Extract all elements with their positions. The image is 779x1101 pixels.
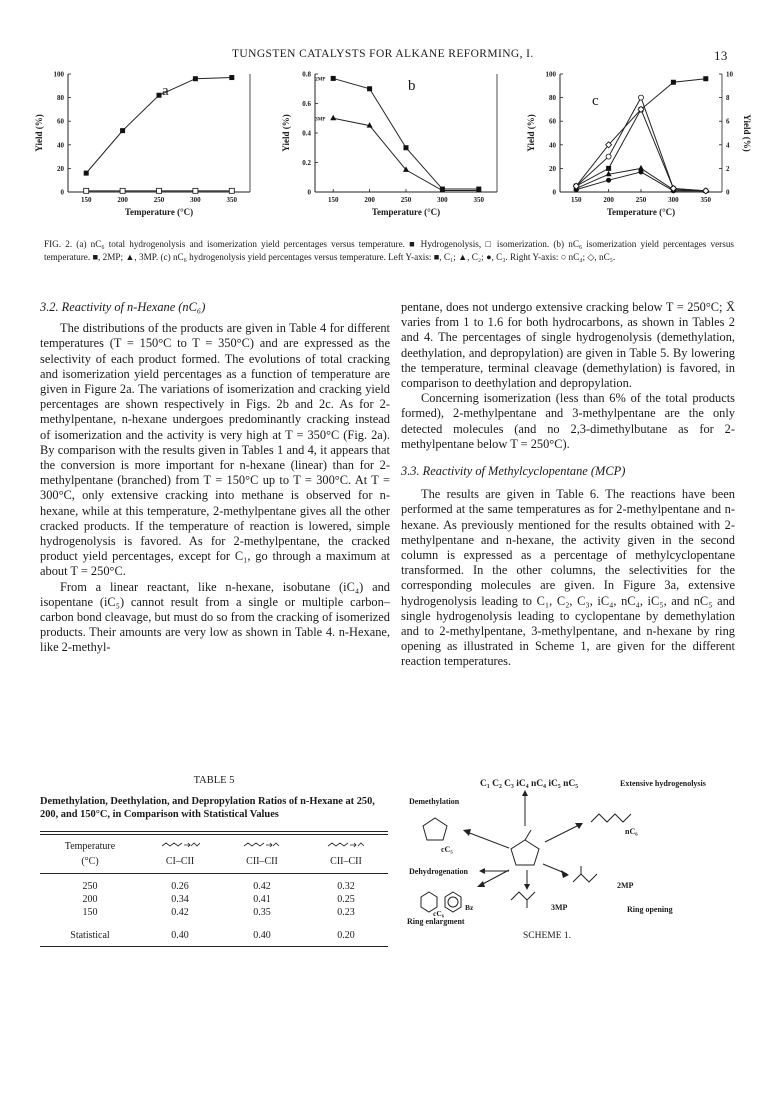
- y-right-tick-label: 0: [726, 188, 730, 197]
- x-tick-label: 200: [603, 196, 614, 204]
- y-right-tick-label: 10: [726, 70, 733, 79]
- scheme-cc6-label: cC₆: [433, 909, 444, 918]
- data-point-C3: [639, 169, 644, 174]
- data-point-C1: [671, 80, 676, 85]
- reaction-glyph-1: [140, 839, 220, 854]
- data-point-Hydrogenolysis: [84, 171, 89, 176]
- y-tick-label: 40: [549, 141, 556, 150]
- y-tick-label: 60: [549, 117, 556, 126]
- scheme-3mp-label: 3MP: [551, 903, 568, 912]
- data-point-isomerization: [229, 188, 234, 193]
- reaction-glyph-3: [304, 839, 388, 854]
- data-point-3MP: [330, 115, 336, 121]
- table-row-statistical: Statistical 0.40 0.40 0.20: [70, 930, 355, 941]
- table-row: 150 0.42 0.35 0.23: [82, 907, 355, 918]
- panel-letter: b: [408, 78, 416, 94]
- section-3-2-paragraph-1: The distributions of the products are given in Table 4 for different temperatures (T = 150°C to T = 350°C) and are expressed as the selectivity of each product formed. The evolutions of total cracking and isomerization yield percentages as a function of temperature are given in Figure 2a. The variations of isomerization and cracking yield percentages are shown respectively in Figs. 2b and 2c. As for 2-methylpentane, n-hexane undergoes predominantly cracking instead of isomerization and the activity is very high at T = 350°C (Fig. 2a). By comparison with the results given in Tables 1 and 4, it appears that the conversion is more important for n-hexane (linear) than for 2-methylpentane (branched) from T = 150°C up to T = 300°C. At T = 300°C, only extensive cracking into methane is observed for n-hexane, while at this temperature, 2-methylpentane gives all the other cracked products. If the temperature of reaction is lowered, simple hydrogenolysis is favored. As for 2-methylpentane, the cracked product yield percentages, except for C₁, go through a maximum at about T = 250°C.: [40, 321, 390, 579]
- table-5-body: [40, 880, 388, 942]
- x-tick-label: 350: [700, 196, 712, 204]
- section-3-3-paragraph-1: The results are given in Table 6. The reactions have been performed at the same temperatures as for 2-methylpentane and n-hexane. As previously mentioned for the results obtained with 2-methylpentane and n-hexane, the activity given in the second column is expressed as a percentage of methylcyclopentane transformed. In the other columns, the selectivities for the corresponding molecules are given. In Figure 3a, extensive hydrogenolysis leading to C₁, C₂, C₃, iC₄, nC₄, iC₅, and nC₅ and single hydrogenolysis leading to cyclopentane by demethylation and to 2-methylpentane, 3-methylpentane, and n-hexane by ring opening as illustrated in Scheme 1, are given for the different reaction temperatures.: [401, 487, 735, 669]
- y-tick-label: 0.2: [302, 159, 311, 167]
- data-point-2MP: [367, 86, 372, 91]
- data-point-isomerization: [120, 188, 125, 193]
- section-3-2-paragraph-2: From a linear reactant, like n-hexane, isobutane (iC₄) and isopentane (iC₅) cannot result from a single or multiple carbon–carbon bond cleavage, but must do so from the cracking of isomerized products. Their amounts are very low as shown in Table 4. n-Hexane, like 2-methyl-: [40, 579, 390, 655]
- y-tick-label: 80: [57, 94, 64, 103]
- data-point-C1: [606, 166, 611, 171]
- x-axis-label: Temperature (°C): [371, 207, 441, 217]
- journal-title: TUNGSTEN CATALYSTS FOR ALKANE REFORMING, I.: [232, 48, 534, 60]
- data-point-C1: [703, 76, 708, 81]
- data-point-isomerization: [84, 188, 89, 193]
- y-tick-label: 0.6: [302, 100, 311, 108]
- y-right-tick-label: 8: [726, 94, 730, 103]
- table-5-title: Demethylation, Deethylation, and Depropylation Ratios of n-Hexane at 250, 200, and 150°C, in Comparison with Statistical Values: [40, 796, 375, 820]
- section-3-2-heading: 3.2. Reactivity of n-Hexane (nC₆): [40, 300, 206, 314]
- cyclopentane-ring: [423, 818, 447, 840]
- series-line-C3: [576, 172, 706, 191]
- series-line-Hydrogenolysis: [86, 78, 232, 174]
- methylcyclopentane-ring: [511, 840, 539, 865]
- data-point-nC5: [703, 188, 709, 194]
- y-axis-label: Yield (%): [34, 114, 44, 152]
- scheme-1: [405, 770, 735, 950]
- x-axis-label: Temperature (°C): [124, 207, 194, 217]
- scheme-demethylation-label: Demethylation: [409, 797, 460, 806]
- data-point-2MP: [331, 76, 336, 81]
- x-axis-label: Temperature (°C): [606, 207, 676, 217]
- data-point-Hydrogenolysis: [157, 93, 162, 98]
- table-row: 250 0.26 0.42 0.32: [82, 881, 355, 892]
- x-tick-label: 350: [473, 196, 485, 204]
- table-5-label: TABLE 5: [193, 775, 235, 786]
- x-tick-label: 250: [635, 196, 647, 204]
- scheme-nc6-label: nC₆: [625, 827, 638, 836]
- x-tick-label: 150: [327, 196, 339, 204]
- n-hexane-structure: [591, 814, 631, 822]
- x-tick-label: 150: [570, 196, 582, 204]
- page-number: 13: [714, 48, 728, 63]
- scheme-extensive-label: Extensive hydrogenolysis: [620, 779, 706, 788]
- data-point-Hydrogenolysis: [193, 76, 198, 81]
- y-right-tick-label: 2: [726, 164, 730, 173]
- section-3-3-heading: 3.3. Reactivity of Methylcyclopentane (MCP): [401, 464, 626, 479]
- y-right-tick-label: 4: [726, 141, 730, 150]
- y-right-axis-label: Yield (%): [742, 114, 752, 152]
- series-label-3MP: 3MP: [315, 117, 326, 123]
- table-row: 200 0.34 0.41 0.25: [82, 894, 355, 905]
- y-axis-label: Yield (%): [281, 114, 291, 152]
- x-tick-label: 300: [437, 196, 448, 204]
- figure-2: [20, 60, 760, 232]
- data-point-nC4: [639, 95, 644, 100]
- x-tick-label: 150: [80, 196, 92, 204]
- x-tick-label: 250: [400, 196, 412, 204]
- y-tick-label: 0: [552, 188, 556, 197]
- table-5-header: CII–CII: [246, 856, 278, 867]
- scheme-bz-label: Bz: [465, 903, 474, 912]
- scheme-products: C₁ C₂ C₃ iC₄ nC₄ iC₅ nC₅: [480, 779, 579, 789]
- y-tick-label: 0: [60, 188, 64, 197]
- data-point-isomerization: [193, 188, 198, 193]
- scheme-label: SCHEME 1.: [523, 931, 572, 941]
- 3mp-structure: [511, 892, 535, 900]
- data-point-isomerization: [157, 188, 162, 193]
- series-line-2MP: [333, 78, 479, 189]
- x-tick-label: 300: [668, 196, 679, 204]
- 2mp-structure: [573, 874, 597, 882]
- table-5: [40, 775, 388, 947]
- x-tick-label: 300: [190, 196, 201, 204]
- x-tick-label: 350: [226, 196, 238, 204]
- section-3-2-paragraph-4: Concerning isomerization (less than 6% of the total products formed), 2-methylpentane and 3-methylpentane are the only detected molecules (and no 2,3-dimethylbutane as for 2-methylpentane below T = 250°C).: [401, 391, 735, 451]
- y-tick-label: 20: [549, 164, 556, 173]
- data-point-2MP: [404, 145, 409, 150]
- y-tick-label: 80: [549, 94, 556, 103]
- scheme-ring-enlargment-label: Ring enlargment: [407, 917, 465, 926]
- x-tick-label: 250: [153, 196, 165, 204]
- benzene-ring: [445, 892, 461, 912]
- table-5-grid: [40, 839, 388, 869]
- y-tick-label: 0.8: [302, 70, 311, 79]
- right-column: [401, 300, 735, 670]
- reaction-glyph-2: [220, 839, 304, 854]
- y-tick-label: 0.4: [302, 129, 311, 138]
- scheme-ring-opening-label: Ring opening: [627, 905, 673, 914]
- scheme-cc5-label: cC₅: [441, 845, 453, 854]
- left-column: [40, 300, 390, 656]
- panel-c: [526, 71, 752, 218]
- y-tick-label: 100: [545, 70, 556, 79]
- panel-b: [281, 71, 497, 218]
- data-point-Hydrogenolysis: [120, 128, 125, 133]
- figure-caption: FIG. 2. (a) nC₆ total hydrogenolysis and isomerization yield percentages versus temperature. ■ Hydrogenolysis, □ isomerization. (b) nC₆ isomerization yield percentages versus temperature. ■, 2MP; ▲, 3MP. (c) nC₆ hydrogenolysis yield percentages versus temperature. Left Y-axis: ■, C₁; ▲, C₂; ●, C₃. Right Y-axis: ○ nC₄; ◇, nC₅.: [44, 239, 734, 262]
- y-right-tick-label: 6: [726, 117, 730, 126]
- series-label-2MP: 2MP: [315, 77, 326, 83]
- series-line-nC5: [576, 109, 706, 190]
- panel-letter: c: [592, 93, 599, 109]
- table-5-col0-header: Temperature: [64, 841, 116, 852]
- table-5-header: CI–CII: [165, 856, 195, 867]
- section-3-2-paragraph-3: pentane, does not undergo extensive cracking below T = 250°C; X̄ varies from 1 to 1.6 for both hydrocarbons, as shown in Tables 2 and 4. The percentages of single hydrogenolysis (demethylation, deethylation, and depropylation) are given in Table 5. By lowering the temperature, terminal cleavage (demethylation) is favored, in comparison to deethylation and depropylation.: [401, 300, 735, 391]
- table-5-col0-unit: (°C): [81, 856, 99, 867]
- x-tick-label: 200: [364, 196, 375, 204]
- y-tick-label: 100: [53, 70, 64, 79]
- series-line-3MP: [333, 118, 479, 190]
- y-tick-label: 20: [57, 164, 64, 173]
- y-tick-label: 0: [307, 188, 311, 197]
- x-tick-label: 200: [117, 196, 128, 204]
- y-tick-label: 40: [57, 141, 64, 150]
- panel-a: [34, 71, 250, 218]
- data-point-nC4: [606, 154, 611, 159]
- scheme-dehydrogenation-label: Dehydrogenation: [409, 867, 468, 876]
- panel-letter: a: [162, 83, 169, 99]
- data-point-Hydrogenolysis: [229, 75, 234, 80]
- scheme-2mp-label: 2MP: [617, 881, 634, 890]
- y-axis-label: Yield (%): [526, 114, 536, 152]
- table-5-header: CII–CII: [330, 856, 362, 867]
- y-tick-label: 60: [57, 117, 64, 126]
- data-point-C3: [606, 178, 611, 183]
